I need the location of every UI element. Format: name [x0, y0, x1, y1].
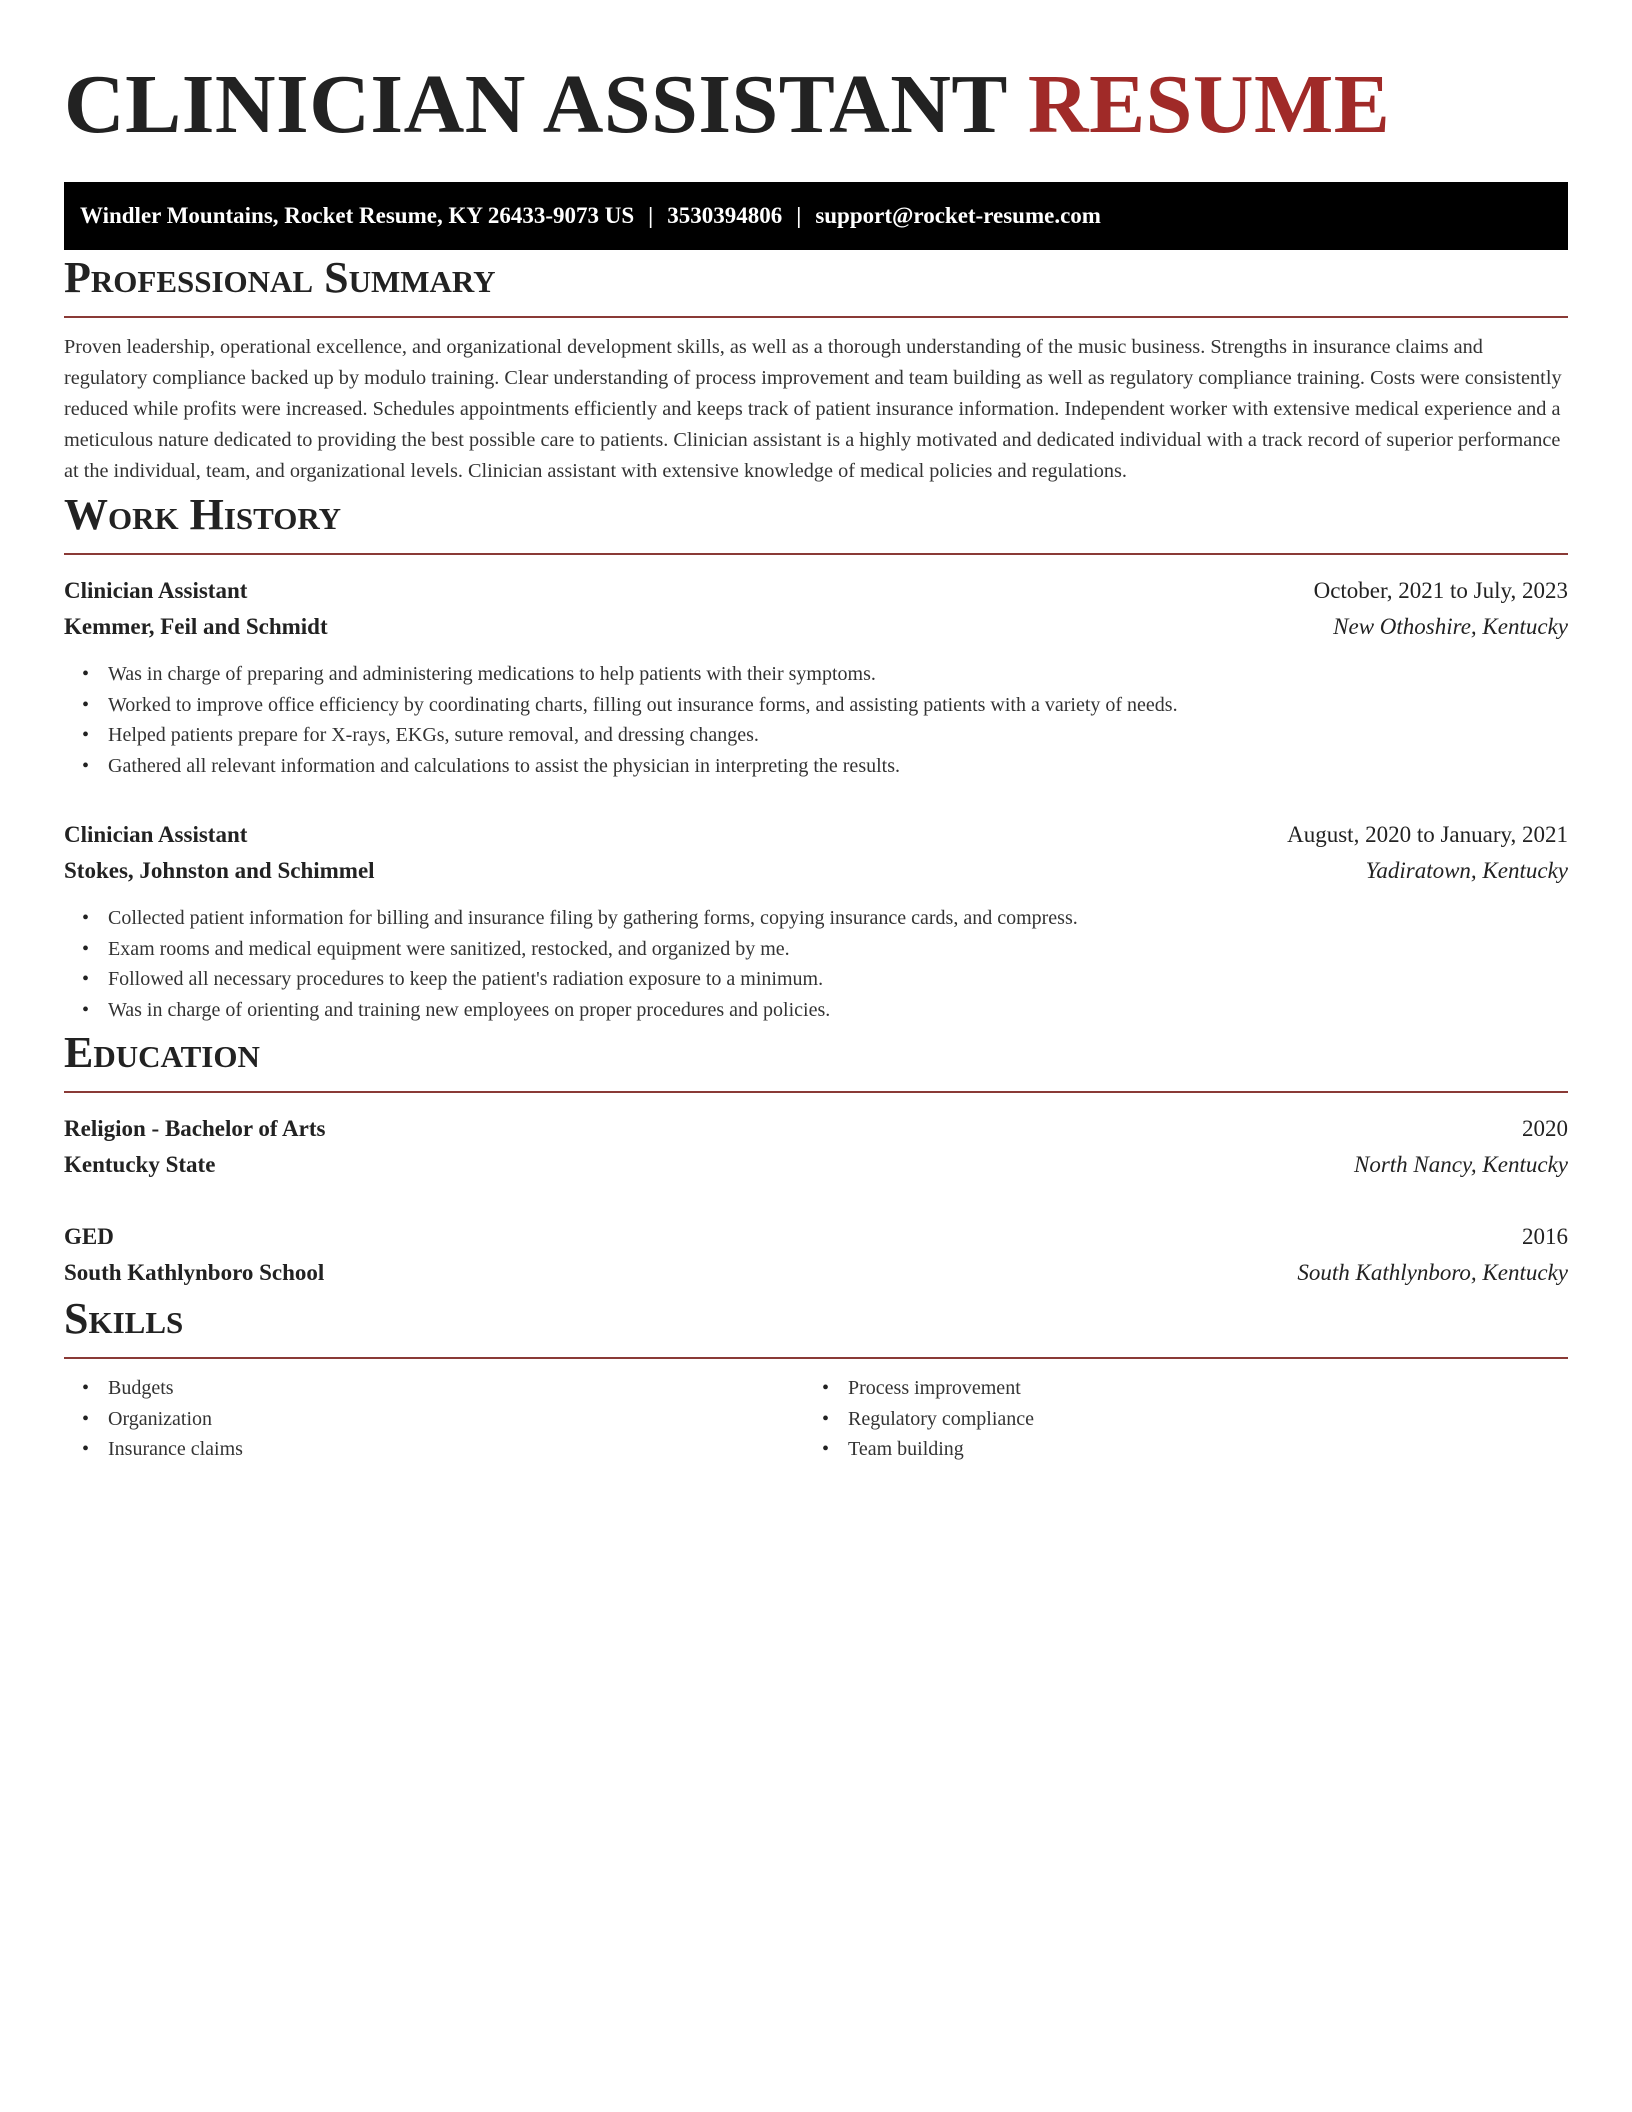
skill-item: • Budgets	[108, 1373, 804, 1404]
title-main: CLINICIAN ASSISTANT	[64, 58, 1007, 151]
education-location: North Nancy, Kentucky	[1354, 1152, 1568, 1177]
summary-text: Proven leadership, operational excellence, and organizational development skills, as well as a thorough understanding of the music business. Strengths in insurance claims and regulatory compliance backed up by modulo training. Clear understanding of process improvement and team building as well as regulatory compliance training. Costs were consistently reduced while profits were increased. Schedules appointments efficiently and keeps track of patient insurance information. Independent worker with extensive medical experience and a meticulous nature dedicated to providing the best possible care to patients. Clinician assistant is a highly motivated and dedicated individual with a track record of superior performance at the individual, team, and organizational levels. Clinician assistant with extensive knowledge of medical policies and regulations.	[64, 336, 1562, 482]
education-school: Kentucky State	[64, 1152, 216, 1177]
skills-column-left	[64, 1373, 804, 1465]
education-location: South Kathlynboro, Kentucky	[1297, 1260, 1568, 1285]
job-location: New Othoshire, Kentucky	[1333, 614, 1568, 639]
skill-item: • Process improvement	[848, 1373, 1544, 1404]
job-header-row	[64, 817, 1568, 853]
job-location: Yadiratown, Kentucky	[1365, 858, 1568, 883]
skills-grid	[64, 1373, 1568, 1465]
resume-page	[64, 50, 1568, 1465]
job-dates: October, 2021 to July, 2023	[1313, 578, 1568, 603]
education-school: South Kathlynboro School	[64, 1260, 325, 1285]
skill-item: • Organization	[108, 1404, 804, 1435]
education-entry	[64, 1111, 1568, 1183]
job-duty: • Worked to improve office efficiency by coordinating charts, filling out insurance forms, and assisting patients with a variety of needs.	[108, 690, 1568, 721]
job-duties-list	[64, 659, 1568, 781]
job-title: Clinician Assistant	[64, 822, 248, 847]
job-company: Kemmer, Feil and Schmidt	[64, 614, 328, 639]
contact-separator: |	[796, 203, 802, 228]
education-degree-row	[64, 1111, 1568, 1147]
skills-heading: Skills	[64, 1291, 1568, 1359]
job-company: Stokes, Johnston and Schimmel	[64, 858, 375, 883]
contact-address: Windler Mountains, Rocket Resume, KY 26433-9073 US	[80, 203, 635, 228]
job-duty: • Followed all necessary procedures to keep the patient's radiation exposure to a minimum.	[108, 964, 1568, 995]
resume-title	[64, 50, 1568, 160]
job-duty: • Helped patients prepare for X-rays, EKGs, suture removal, and dressing changes.	[108, 720, 1568, 751]
summary-heading: Professional Summary	[64, 250, 1568, 318]
skills-list	[804, 1373, 1544, 1465]
skill-item: • Team building	[848, 1434, 1544, 1465]
job-title: Clinician Assistant	[64, 578, 248, 603]
job-dates: August, 2020 to January, 2021	[1287, 822, 1568, 847]
contact-phone: 3530394806	[667, 203, 783, 228]
education-degree-row	[64, 1219, 1568, 1255]
job-header-row	[64, 573, 1568, 609]
title-accent: RESUME	[1027, 58, 1391, 151]
education-heading: Education	[64, 1025, 1568, 1093]
job-duty: • Exam rooms and medical equipment were sanitized, restocked, and organized by me.	[108, 934, 1568, 965]
education-degree: GED	[64, 1224, 114, 1249]
skills-column-right	[804, 1373, 1544, 1465]
education-school-row	[64, 1147, 1568, 1183]
work-history-heading: Work History	[64, 487, 1568, 555]
skill-item: • Insurance claims	[108, 1434, 804, 1465]
contact-email: support@rocket-resume.com	[815, 203, 1101, 228]
education-year: 2020	[1522, 1116, 1568, 1141]
education-degree: Religion - Bachelor of Arts	[64, 1116, 326, 1141]
job-company-row	[64, 609, 1568, 645]
education-year: 2016	[1522, 1224, 1568, 1249]
job-entry	[64, 573, 1568, 781]
contact-bar	[64, 182, 1568, 250]
skills-list	[64, 1373, 804, 1465]
job-duties-list	[64, 903, 1568, 1025]
job-company-row	[64, 853, 1568, 889]
job-duty: • Was in charge of preparing and administering medications to help patients with their symptoms.	[108, 659, 1568, 690]
job-duty: • Collected patient information for billing and insurance filing by gathering forms, copying insurance cards, and compress.	[108, 903, 1568, 934]
job-duty: • Was in charge of orienting and training new employees on proper procedures and policies.	[108, 995, 1568, 1026]
education-school-row	[64, 1255, 1568, 1291]
skill-item: • Regulatory compliance	[848, 1404, 1544, 1435]
contact-separator: |	[648, 203, 654, 228]
education-entry	[64, 1219, 1568, 1291]
job-duty: • Gathered all relevant information and calculations to assist the physician in interpreting the results.	[108, 751, 1568, 782]
job-entry	[64, 817, 1568, 1025]
